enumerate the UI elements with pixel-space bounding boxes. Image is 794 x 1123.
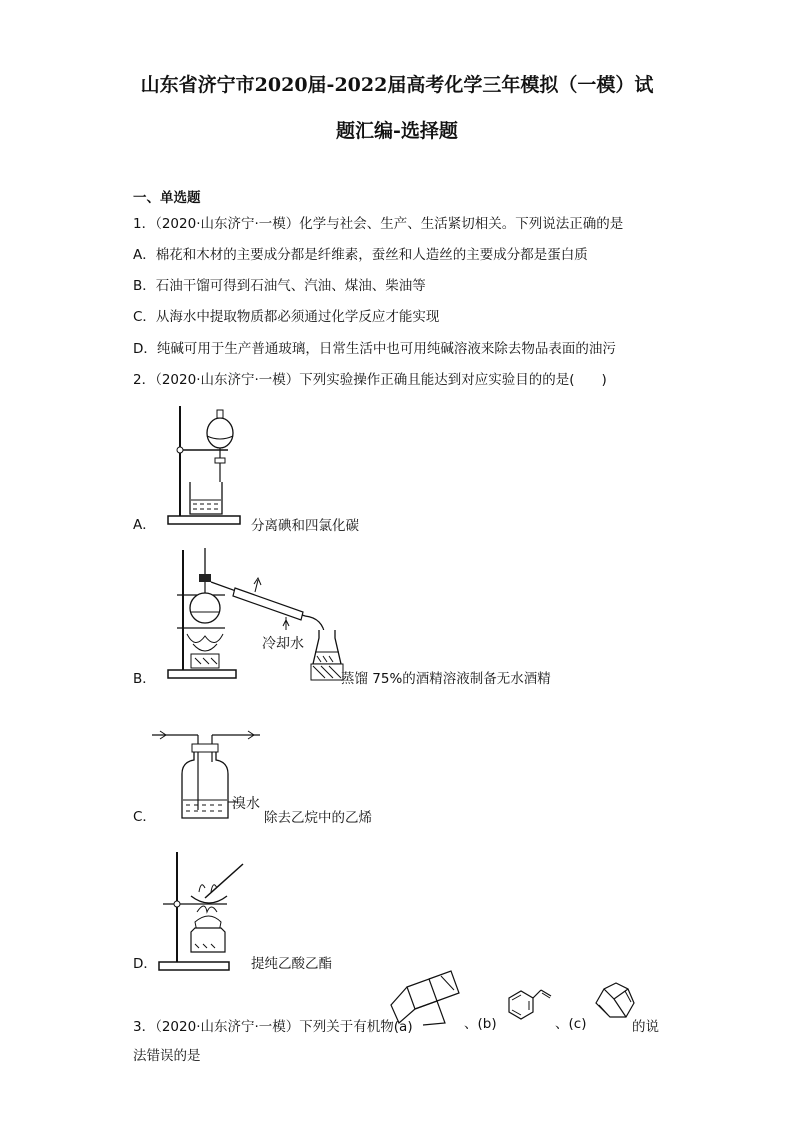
molecule-a-structure (381, 977, 467, 1027)
question-1-option-d: D．纯碱可用于生产普通玻璃，日常生活中也可用纯碱溶液来除去物品表面的油污 (133, 341, 616, 357)
question-1-option-a: A．棉花和木材的主要成分都是纤维素，蚕丝和人造丝的主要成分都是蛋白质 (133, 247, 588, 263)
document-title-line1: 山东省济宁市2020届-2022届高考化学三年模拟（一模）试 (140, 74, 654, 96)
separatory-funnel-diagram (160, 398, 250, 528)
question-2-option-d-caption: 提纯乙酸乙酯 (251, 956, 332, 972)
question-2-option-d-letter: D． (133, 956, 157, 972)
question-2-option-a-letter: A． (133, 517, 156, 533)
question-2-option-c-caption: 除去乙烷中的乙烯 (264, 810, 372, 826)
molecule-c-label: 、(c) (555, 1016, 587, 1032)
bromine-water-label: 溴水 (232, 796, 260, 812)
distillation-apparatus-diagram (165, 540, 365, 685)
evaporating-dish-diagram (155, 850, 255, 975)
question-3-stem-end: 的说 (632, 1019, 659, 1035)
question-1-option-b: B．石油干馏可得到石油气、汽油、煤油、柴油等 (133, 278, 426, 294)
question-1-option-c: C．从海水中提取物质都必须通过化学反应才能实现 (133, 309, 440, 325)
cooling-water-label: 冷却水 (262, 636, 304, 652)
question-2-option-a-caption: 分离碘和四氯化碳 (251, 518, 359, 534)
question-3-stem-line2: 法错误的是 (133, 1048, 201, 1064)
molecule-b-structure (495, 982, 555, 1026)
molecule-c-structure (588, 977, 638, 1027)
question-2-stem: 2．（2020·山东济宁·一模）下列实验操作正确且能达到对应实验目的的是( ) (133, 372, 607, 388)
question-1-stem: 1．（2020·山东济宁·一模）化学与社会、生产、生活紧切相关。下列说法正确的是 (133, 216, 624, 232)
question-3-stem-start: 3．（2020·山东济宁·一模）下列关于有机物(a) (133, 1019, 413, 1035)
question-2-option-b-letter: B． (133, 671, 156, 687)
molecule-b-label: 、(b) (464, 1016, 497, 1032)
document-title-line2: 题汇编-选择题 (336, 120, 458, 142)
question-2-option-b-caption: 蒸馏 75%的酒精溶液制备无水酒精 (341, 671, 551, 687)
question-2-option-c-letter: C． (133, 809, 156, 825)
section-heading: 一、单选题 (133, 190, 201, 206)
